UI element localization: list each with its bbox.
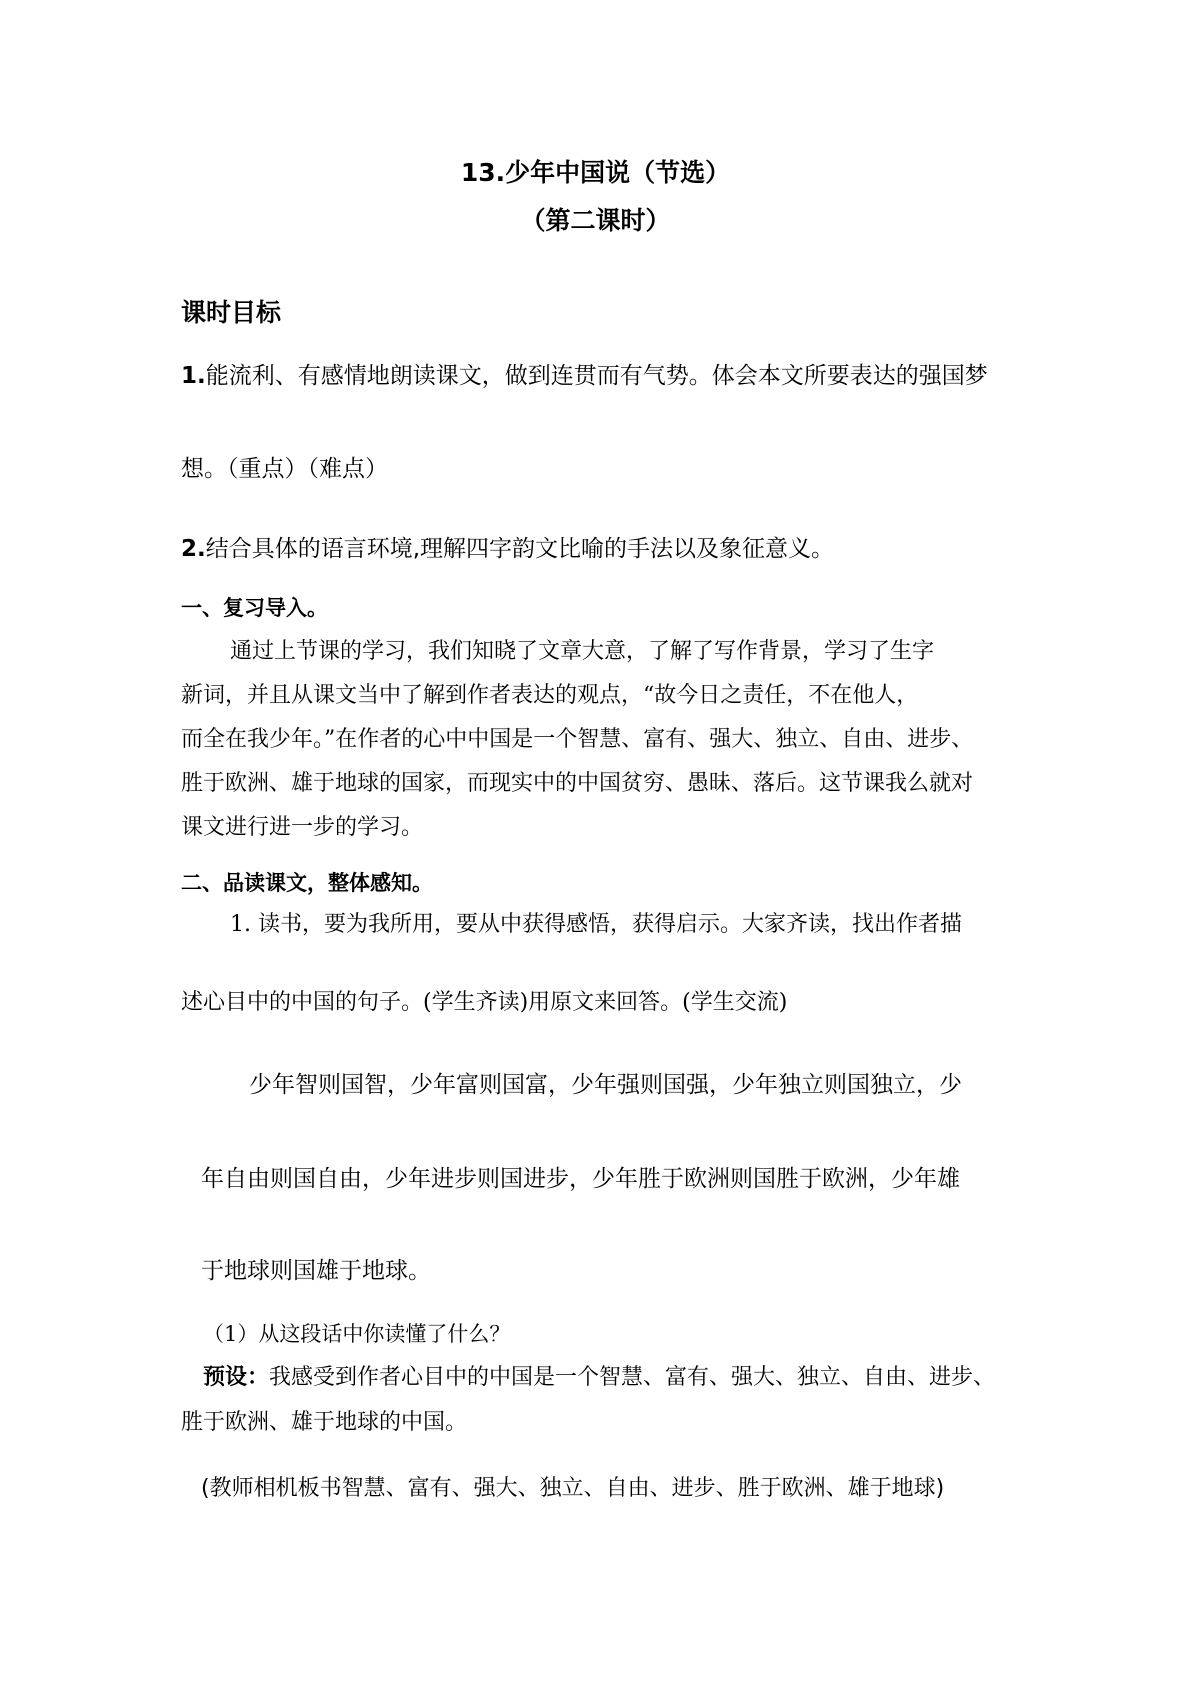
lesson-subtitle: （第二课时） (520, 206, 671, 235)
paragraph-line: 课文进行进一步的学习。 (181, 815, 424, 840)
objective-1-line-2: 想。（重点）（难点） (181, 456, 388, 482)
objectives-heading: 课时目标 (181, 298, 282, 327)
lesson-title: 13.少年中国说（节选） (460, 158, 731, 187)
quote-line-2: 年自由则国自由，少年进步则国进步，少年胜于欧洲则国胜于欧洲，少年雄 (201, 1166, 960, 1192)
section-2-item-1-line-2: 述心目中的中国的句子。(学生齐读)用原文来回答。(学生交流) (181, 990, 788, 1015)
paragraph-line: 而全在我少年。”在作者的心中中国是一个智慧、富有、强大、独立、自由、进步、 (181, 727, 974, 752)
paragraph-line: 胜于欧洲、雄于地球的国家，而现实中的中国贫穷、愚昧、落后。这节课我么就对 (181, 771, 974, 796)
objective-2-text: 结合具体的语言环境,理解四字韵文比喻的手法以及象征意义。 (205, 536, 835, 562)
paragraph-line: 通过上节课的学习，我们知晓了文章大意，了解了写作背景，学习了生字 (230, 639, 935, 664)
teacher-note: (教师相机板书智慧、富有、强大、独立、自由、进步、胜于欧洲、雄于地球) (201, 1476, 945, 1501)
preset-line-2: 胜于欧洲、雄于地球的中国。 (181, 1410, 468, 1435)
objective-1-line-1 (181, 357, 1016, 390)
preset-text: 我感受到作者心目中的中国是一个智慧、富有、强大、独立、自由、进步、 (269, 1365, 996, 1390)
objective-2-number: 2. (181, 536, 206, 562)
section-1-heading: 一、复习导入。 (181, 596, 328, 620)
objective-1-number: 1. (181, 363, 206, 389)
objective-2 (181, 530, 1016, 563)
quote-line-1: 少年智则国智，少年富则国富，少年强则国强，少年独立则国独立，少 (249, 1072, 962, 1098)
quote-line-3: 于地球则国雄于地球。 (201, 1258, 431, 1284)
preset-line-1 (203, 1360, 1038, 1391)
preset-label: 预设： (203, 1365, 270, 1390)
section-2-heading: 二、品读课文，整体感知。 (181, 871, 433, 895)
section-2-item-1-line-1: 1. 读书，要为我所用，要从中获得感悟，获得启示。大家齐读，找出作者描 (230, 912, 962, 937)
paragraph-line: 新词，并且从课文当中了解到作者表达的观点，“故今日之责任，不在他人， (181, 683, 919, 708)
question-1: （1）从这段话中你读懂了什么？ (203, 1322, 511, 1346)
section-1-paragraph (181, 630, 1016, 850)
objective-1-text: 能流利、有感情地朗读课文，做到连贯而有气势。体会本文所要表达的强国梦 (205, 363, 988, 389)
